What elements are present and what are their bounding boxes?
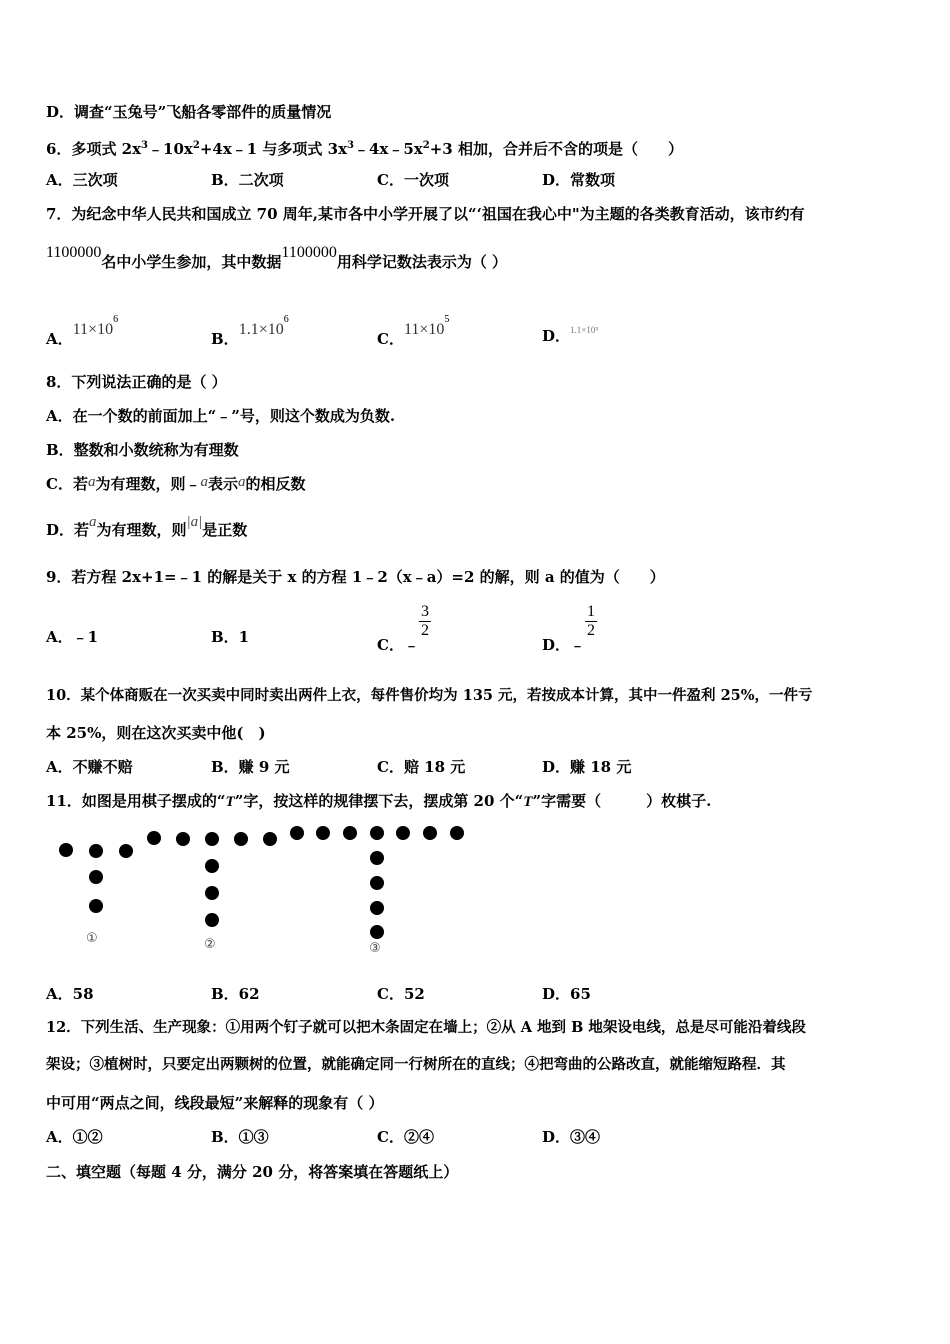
q11-option-b: B．62: [211, 985, 260, 1003]
q7-b-value: 1.1×10: [238, 321, 284, 338]
q7-line2: [46, 244, 508, 292]
piece-dot: [370, 851, 384, 865]
q7-option-d: [542, 326, 598, 348]
q9-c-denominator: 2: [420, 622, 429, 639]
piece-dot: [423, 826, 437, 840]
q7-option-b: [211, 314, 289, 350]
q9-c-numerator: 3: [420, 603, 429, 620]
q5-option-d: D．调查“玉兔号”飞船各零部件的质量情况: [46, 103, 332, 121]
q8-stem: 8．下列说法正确的是（ ）: [46, 373, 227, 391]
q8-d-pre: D．若: [46, 521, 90, 539]
q8-d-var: a: [89, 514, 97, 530]
q8-c-var2: a: [200, 474, 208, 490]
q8-c-var3: a: [237, 474, 246, 490]
piece-dot: [59, 843, 73, 857]
q7-number-b: 1100000: [281, 244, 337, 261]
q6-exp1: 3: [141, 140, 149, 151]
section-2-heading: 二、填空题（每题 4 分，满分 20 分，将答案填在答题纸上）: [46, 1163, 459, 1181]
q6-option-d: D．常数项: [542, 171, 616, 189]
q8-option-c: [46, 474, 306, 495]
q7-c-exp: 5: [444, 314, 450, 325]
q10-option-c: C．赔 18 元: [377, 758, 466, 776]
q11-pre: 11．如图是用棋子摆成的“: [46, 792, 226, 810]
piece-dot: [290, 826, 304, 840]
q9-d-label: D．﹣: [542, 635, 586, 654]
piece-dot: [316, 826, 330, 840]
q12-line2: 架设；③植树时，只要定出两颗树的位置，就能确定同一行树所在的直线；④把弯曲的公路改直，就能缩短路程．其: [46, 1056, 786, 1073]
piece-dot: [205, 832, 219, 846]
q6-text-a: 多项式 2x: [71, 140, 142, 158]
piece-dot: [89, 844, 103, 858]
q8-c-pre: C．若: [46, 475, 88, 493]
q10-line1: 10．某个体商贩在一次买卖中同时卖出两件上衣，每件售价均为 135 元，若按成本计算，其中一件盈利 25%，一件亏: [46, 687, 813, 704]
q6-exp4: 2: [422, 140, 430, 151]
piece-dot: [147, 831, 161, 845]
q7-c-label: C．: [377, 330, 404, 348]
q6-text-c: +4x﹣1 与多项式 3x: [199, 140, 348, 158]
q12-line1: 12．下列生活、生产现象：①用两个钉子就可以把木条固定在墙上；②从 A 地到 B 地架设电线，总是尽可能沿着线段: [46, 1019, 806, 1036]
q9-option-c: [377, 603, 431, 654]
q8-c-mid: 为有理数，则﹣: [95, 475, 201, 493]
q12-option-a: A．①②: [46, 1128, 103, 1146]
q7-tail: 用科学记数法表示为（ ）: [336, 253, 508, 271]
figure-label-1: ①: [86, 931, 98, 946]
q8-option-b: B．整数和小数统称为有理数: [46, 441, 239, 459]
q11-t2: T: [523, 794, 533, 810]
q9-d-numerator: 1: [587, 603, 596, 620]
q10-option-d: D．赚 18 元: [542, 758, 632, 776]
piece-dot: [119, 844, 133, 858]
piece-dot: [205, 913, 219, 927]
q9-option-d: [542, 603, 597, 654]
piece-dot: [396, 826, 410, 840]
q6-option-b: B．二次项: [211, 171, 284, 189]
q7-b-exp: 6: [283, 314, 289, 325]
q6-option-a: A．三次项: [46, 171, 118, 189]
q7-mid: 名中小学生参加，其中数据: [101, 253, 282, 271]
q6-text-d: ﹣4x﹣5x: [354, 140, 423, 158]
figure-label-2: ②: [204, 937, 216, 952]
q8-option-a: A．在一个数的前面加上“﹣”号，则这个数成为负数.: [46, 407, 396, 425]
q8-c-mid2: 表示: [207, 475, 238, 493]
piece-dot: [370, 901, 384, 915]
q9-stem: 9．若方程 2x+1=﹣1 的解是关于 x 的方程 1﹣2（x﹣a）=2 的解，则 a 的值为（ ）: [46, 568, 665, 586]
piece-dot: [89, 870, 103, 884]
q6-exp3: 3: [347, 140, 354, 151]
q10-option-b: B．赚 9 元: [211, 758, 290, 776]
piece-dot: [176, 832, 190, 846]
q7-a-value: 11×10: [72, 321, 114, 338]
q12-option-b: B．①③: [211, 1128, 269, 1146]
q6-stem: [46, 136, 683, 159]
q8-d-mid: 为有理数，则: [96, 521, 187, 539]
q7-option-c: [377, 314, 450, 350]
q6-exp2: 2: [192, 140, 200, 151]
q6-text-b: ﹣10x: [148, 140, 193, 158]
q6-option-c: C．一次项: [377, 171, 449, 189]
q10-line2: 本 25%，则在这次买卖中他( ): [46, 724, 266, 742]
piece-dot: [343, 826, 357, 840]
q8-c-tail: 的相反数: [245, 475, 306, 493]
piece-dot: [370, 826, 384, 840]
q7-d-value: 1.1×10⁵: [570, 325, 599, 335]
q11-option-a: A．58: [46, 985, 94, 1003]
piece-dot: [370, 876, 384, 890]
q9-d-fraction: [585, 603, 597, 640]
q8-d-abs: |a|: [186, 514, 203, 530]
q12-option-d: D．③④: [542, 1128, 601, 1146]
q7-number-a: 1100000: [46, 244, 102, 261]
q11-option-d: D．65: [542, 985, 591, 1003]
q9-option-b: B．1: [211, 628, 250, 646]
q7-option-a: [46, 314, 119, 350]
q9-c-label: C．﹣: [377, 635, 419, 654]
q7-c-value: 11×10: [403, 321, 445, 338]
piece-dot: [205, 886, 219, 900]
q7-d-label: D．: [542, 327, 571, 345]
q7-a-label: A．: [46, 330, 73, 348]
piece-dot: [370, 925, 384, 939]
q11-mid: ”字，按这样的规律摆下去，摆成第 20 个“: [234, 792, 524, 810]
q11-option-c: C．52: [377, 985, 425, 1003]
q12-line3: 中可用“两点之间，线段最短”来解释的现象有（ ）: [46, 1094, 384, 1112]
q9-c-fraction: [419, 603, 431, 640]
q8-c-var: a: [87, 474, 96, 490]
q9-d-denominator: 2: [587, 622, 596, 639]
q6-number: 6．: [46, 140, 72, 158]
piece-dot: [450, 826, 464, 840]
figure-label-3: ③: [369, 941, 381, 956]
q9-option-a: A．﹣1: [46, 628, 99, 646]
q11-tail: ”字需要（ ）枚棋子.: [532, 792, 712, 810]
q8-option-d: [46, 514, 248, 541]
q10-option-a: A．不赚不赔: [46, 758, 133, 776]
q12-option-c: C．②④: [377, 1128, 434, 1146]
q7-b-label: B．: [211, 330, 239, 348]
piece-dot: [205, 859, 219, 873]
q8-d-tail: 是正数: [202, 521, 248, 539]
piece-dot: [89, 899, 103, 913]
q7-line1: 7．为纪念中华人民共和国成立 70 周年,某市各中小学开展了以“‘祖国在我心中"为主题的各类教育活动，该市约有: [46, 205, 805, 223]
q11-stem: [46, 791, 711, 812]
q6-text-e: +3 相加，合并后不含的项是（ ）: [429, 140, 683, 158]
q7-a-exp: 6: [113, 314, 119, 325]
piece-dot: [263, 832, 277, 846]
q11-t1: T: [225, 794, 235, 810]
piece-dot: [234, 832, 248, 846]
